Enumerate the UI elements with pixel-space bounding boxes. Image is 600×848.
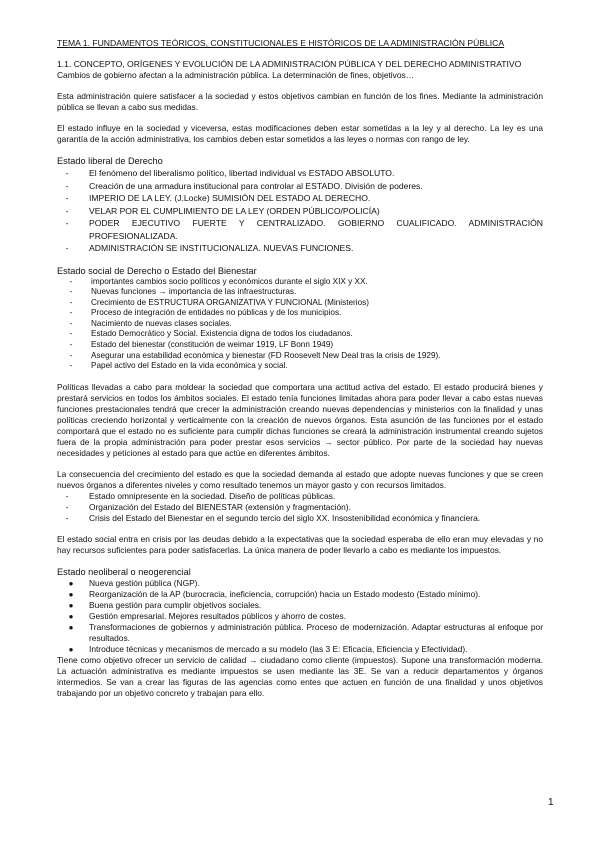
list-item-text: Estado omnipresente en la sociedad. Diseño de políticas públicas. <box>89 490 336 501</box>
list-item <box>57 205 543 218</box>
dash-marker: - <box>65 490 69 501</box>
list-item-text: importantes cambios socio políticos y económicos durante el siglo XIX y XX. <box>91 276 368 286</box>
bullet-marker: ● <box>68 578 74 588</box>
liberal-list <box>57 167 543 255</box>
dash-marker: - <box>65 180 69 191</box>
dash-marker: - <box>65 243 69 253</box>
dash-marker: - <box>69 308 73 318</box>
dash-marker: - <box>69 287 73 297</box>
list-item <box>57 340 543 351</box>
liberal-heading: Estado liberal de Derecho <box>57 156 163 166</box>
dash-marker: - <box>69 350 73 360</box>
page-number: 1 <box>548 797 554 808</box>
list-item <box>57 242 543 255</box>
list-item <box>57 180 543 193</box>
consecuencias-list <box>57 491 543 524</box>
list-item-text: Reorganización de la AP (burocracia, ineficiencia, corrupción) hacia un Estado modesto (Estado mínimo). <box>89 588 481 599</box>
list-item-text: Estado Democrático y Social. Existencia digna de todos los ciudadanos. <box>91 329 353 339</box>
list-item-text: Estado del bienestar (constitución de weimar 1919, LF Bonn 1949) <box>91 340 334 350</box>
neoliberal-list <box>57 578 543 655</box>
dash-marker: - <box>69 340 73 350</box>
dash-marker: - <box>69 318 73 328</box>
document-page <box>57 38 543 699</box>
dash-marker: - <box>69 297 73 307</box>
list-item-text: Organización del Estado del BIENESTAR (extensión y fragmentación). <box>89 501 351 512</box>
list-item-text: Transformaciones de gobiernos y administración pública. Proceso de modernización. Adaptar estructuras al enfoque por resultados. <box>89 621 543 643</box>
list-item-text: Proceso de integración de entidades no públicas y de los municipios. <box>91 308 342 318</box>
list-item-text: Nueva gestión pública (NGP). <box>89 577 200 588</box>
list-item-text: Gestión empresarial. Mejores resultados públicos y ahorro de costes. <box>89 610 346 621</box>
list-item <box>57 611 543 622</box>
list-item <box>57 491 543 502</box>
list-item-text: Creación de una armadura institucional para controlar al ESTADO. División de poderes. <box>89 180 423 191</box>
list-item-text: Nacimiento de nuevas clases sociales. <box>91 318 232 328</box>
list-item <box>57 298 543 309</box>
dash-marker: - <box>69 361 73 371</box>
list-item <box>57 277 543 288</box>
list-item-text: IMPERIO DE LA LEY. (J.Locke) SUMISIÓN DEL ESTADO AL DERECHO. <box>89 193 371 203</box>
paragraph-1: Esta administración quiere satisfacer a la sociedad y estos objetivos cambian en función de los fines. Mediante la administración pública se llevan a cabo sus medidas. <box>57 91 543 112</box>
document-title: TEMA 1. FUNDAMENTOS TEÓRICOS, CONSTITUCIONALES E HISTÓRICOS DE LA ADMINISTRACIÓN PÚBLICA <box>57 38 505 48</box>
bullet-marker: ● <box>68 600 74 610</box>
bullet-marker: ● <box>68 622 74 632</box>
section-subheading: Cambios de gobierno afectan a la administración pública. La determinación de fines, objetivos… <box>57 70 415 80</box>
paragraph-3: Políticas llevadas a cabo para moldear la sociedad que comportara una actitud activa del estado. El estado producirá bienes y prestará servicios en todos los ámbitos sociales. El estado tenía funciones limitadas ahora para poder llevar a cabo estas nuevas funciones prestacionales tendrá que crecer la administración creando nuevas dependencias y ministerios con la finalidad y unas políticas creciendo horizontal y verticalmente con la creación de nuevos órganos. Esta asunción de las funciones por el estado comportará que el estado no es suficiente para cumplir dichas funciones se creará la administración instrumental creando sujetos fuera de la propia administración para poder prestar esos servicios → sector público. Por parte de la sociedad hay nuevas necesidades y peticiones al estado para que actúe en diferentes ámbitos. <box>57 381 543 458</box>
list-item-text: Asegurar una estabilidad económica y bienestar (FD Roosevelt New Deal tras la crisis de 1929). <box>91 350 441 360</box>
dash-marker: - <box>65 205 69 216</box>
list-item-text: Papel activo del Estado en la vida económica y social. <box>91 361 288 371</box>
list-item-text: Introduce técnicas y mecanismos de mercado a su modelo (las 3 E: Eficacia, Eficiencia y Efectividad). <box>89 643 468 654</box>
paragraph-6: Tiene como objetivo ofrecer un servicio de calidad → ciudadano como cliente (impuestos). Supone una transformación moderna. La actuación administrativa es mediante impuestos se usen mediante las 3E. Se van a reducir departamentos y órganos intermedios. Se van a crear las figuras de las agencias como entes que actuen en función de una finalidad y unos objetivos trabajando por un objetivo concreto y trabajan para ello. <box>57 654 543 698</box>
dash-marker: - <box>65 193 69 203</box>
list-item-text: El fenómeno del liberalismo político, libertad individual vs ESTADO ABSOLUTO. <box>89 168 395 178</box>
section-heading: 1.1. CONCEPTO, ORÍGENES Y EVOLUCIÓN DE LA ADMINISTRACIÓN PÚBLICA Y DEL DERECHO ADMINISTRATIVO <box>57 59 522 69</box>
list-item <box>57 192 543 205</box>
list-item-text: Crisis del Estado del Bienestar en el segundo tercio del siglo XX. Insostenibilidad económica y financiera. <box>89 512 481 523</box>
list-item <box>57 644 543 655</box>
paragraph-5: El estado social entra en crisis por las deudas debido a la expectativas que la sociedad esperaba de ello eran muy elevadas y no hay recursos suficientes para poder satisfacerlas. La única manera de poder llevarlo a cabo es mediante los impuestos. <box>57 533 543 555</box>
list-item <box>57 589 543 600</box>
list-item <box>57 167 543 180</box>
social-list <box>57 277 543 372</box>
list-item-text: Crecimiento de ESTRUCTURA ORGANIZATIVA Y FUNCIONAL (Ministerios) <box>91 297 369 307</box>
dash-marker: - <box>65 512 69 523</box>
bullet-marker: ● <box>68 611 74 621</box>
dash-marker: - <box>69 329 73 339</box>
dash-marker: - <box>65 168 69 178</box>
list-item-text: PODER EJECUTIVO FUERTE Y CENTRALIZADO. GOBIERNO CUALIFICADO. ADMINISTRACIÓN PROFESIONALIZADA. <box>89 218 543 241</box>
list-item-text: Buena gestión para cumplir objetivos sociales. <box>89 599 262 610</box>
social-heading: Estado social de Derecho o Estado del Bienestar <box>57 265 257 276</box>
bullet-marker: ● <box>68 644 74 654</box>
list-item <box>57 502 543 513</box>
dash-marker: - <box>69 276 73 286</box>
list-item <box>57 622 543 644</box>
list-item <box>57 287 543 298</box>
list-item <box>57 513 543 524</box>
paragraph-2: El estado influye en la sociedad y viceversa, estas modificaciones deben estar sometidas a la ley y al derecho. La ley es una garantía de la acción administrativa, los cambios deben estar sometidos a las leyes o normas con rango de ley. <box>57 123 543 144</box>
list-item <box>57 351 543 362</box>
list-item <box>57 217 543 242</box>
list-item <box>57 361 543 372</box>
dash-marker: - <box>65 501 69 512</box>
dash-marker: - <box>65 218 69 228</box>
list-item-text: VELAR POR EL CUMPLIMIENTO DE LA LEY (ORDEN PÚBLICO/POLICÍA) <box>89 205 380 216</box>
list-item <box>57 319 543 330</box>
neoliberal-heading: Estado neoliberal o neogerencial <box>57 566 191 577</box>
list-item <box>57 308 543 319</box>
list-item-text: ADMINISTRACIÓN SE INSTITUCIONALIZA. NUEVAS FUNCIONES. <box>89 243 354 253</box>
list-item <box>57 578 543 589</box>
list-item <box>57 329 543 340</box>
paragraph-4: La consecuencia del crecimiento del estado es que la sociedad demanda al estado que adopte nuevas funciones y que se creen nuevos órganos a diferentes niveles y como resultado tenemos un mayor gasto y con recursos limitados. <box>57 468 543 490</box>
list-item-text: Nuevas funciones → importancia de las infraestructuras. <box>91 287 297 297</box>
list-item <box>57 600 543 611</box>
bullet-marker: ● <box>68 589 74 599</box>
